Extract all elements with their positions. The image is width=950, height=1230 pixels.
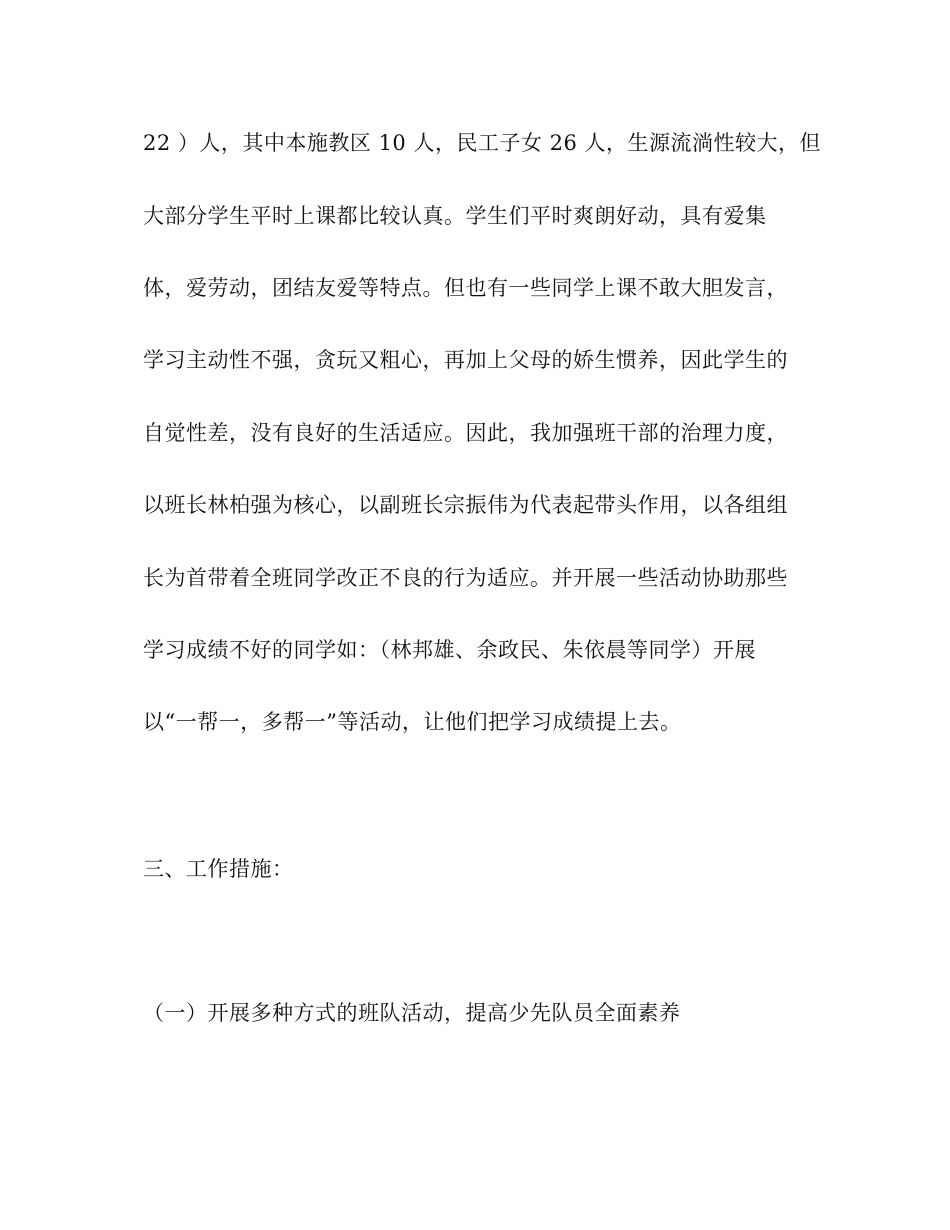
- paragraph-line: 大部分学生平时上课都比较认真。学生们平时爽朗好动，具有爱集: [143, 204, 767, 228]
- paragraph-line: 体，爱劳动，团结友爱等特点。但也有一些同学上课不敢大胆发言，: [143, 276, 788, 300]
- paragraph-line: 以班长林柏强为核心，以副班长宗振伟为代表起带头作用，以各组组: [143, 493, 788, 517]
- paragraph-line: 学习成绩不好的同学如：（林邦雄、余政民、朱依晨等同学）开展: [143, 638, 756, 662]
- paragraph-line: 长为首带着全班同学改正不良的行为适应。并开展一些活动协助那些: [143, 566, 788, 590]
- subsection-heading: （一）开展多种方式的班队活动，提高少先队员全面素养: [143, 1001, 681, 1025]
- paragraph-line: 学习主动性不强，贪玩又粗心，再加上父母的娇生惯养，因此学生的: [143, 348, 788, 372]
- paragraph-line: 以“一帮一，多帮一”等活动，让他们把学习成绩提上去。: [143, 710, 682, 734]
- section-heading: 三、工作措施：: [143, 857, 294, 881]
- paragraph-line: 22 ）人，其中本施教区 10 人，民工子女 26 人，生源流淌性较大，但: [143, 131, 822, 155]
- paragraph-line: 自觉性差，没有良好的生活适应。因此，我加强班干部的治理力度，: [143, 421, 788, 445]
